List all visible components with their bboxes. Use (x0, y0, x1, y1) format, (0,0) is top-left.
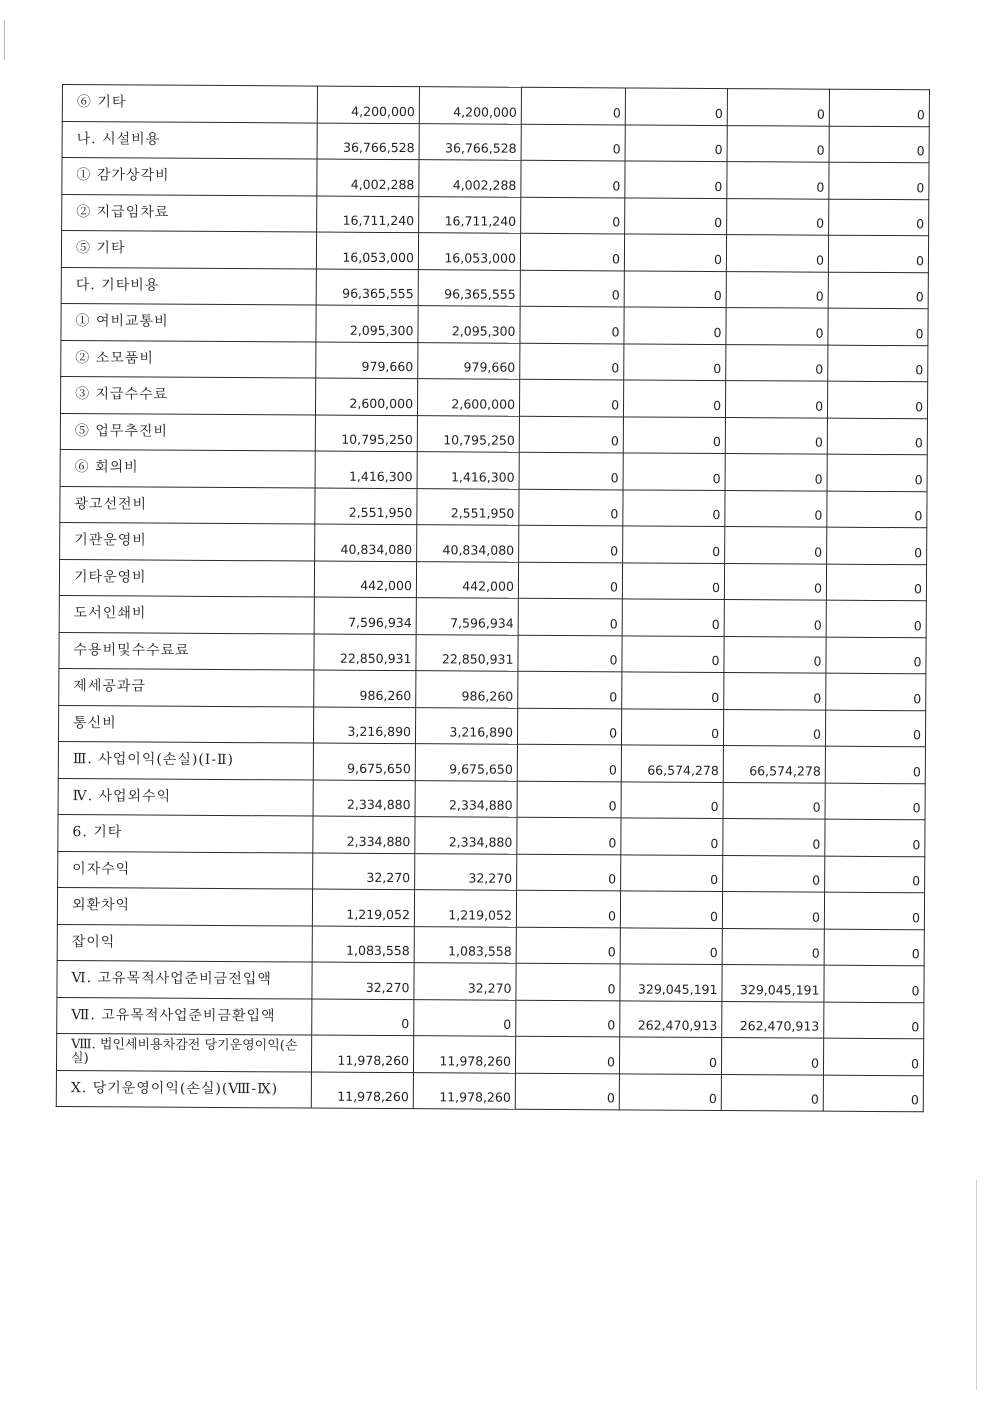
amount-cell-col5: 0 (721, 1038, 823, 1075)
amount-cell-col5: 0 (726, 235, 828, 272)
row-label: 기관운영비 (60, 522, 315, 560)
amount-cell-col6: 0 (825, 746, 925, 783)
amount-cell-col2: 986,260 (416, 671, 518, 708)
amount-cell-col4: 329,045,191 (620, 964, 722, 1001)
amount-cell-col5: 0 (725, 527, 827, 564)
amount-cell-col6: 0 (826, 637, 926, 674)
amount-cell-col3: 0 (518, 671, 622, 708)
amount-cell-col6: 0 (825, 856, 925, 893)
table-row (59, 632, 926, 674)
amount-cell-col6: 0 (828, 272, 928, 309)
amount-cell-col1: 2,334,880 (313, 780, 415, 817)
amount-cell-col6: 0 (829, 162, 929, 199)
amount-cell-col3: 0 (519, 452, 623, 489)
table-row (57, 887, 924, 929)
amount-cell-col3: 0 (516, 963, 620, 1000)
amount-cell-col1: 3,216,890 (313, 707, 415, 744)
table-row (61, 303, 928, 345)
amount-cell-col1: 442,000 (314, 561, 416, 598)
table-row (58, 851, 925, 893)
amount-cell-col6: 0 (827, 491, 927, 528)
table-row (59, 595, 926, 637)
amount-cell-col4: 0 (619, 1073, 721, 1110)
amount-cell-col5: 0 (724, 563, 826, 600)
table-row (61, 340, 928, 382)
amount-cell-col3: 0 (521, 87, 625, 124)
amount-cell-col6: 0 (826, 564, 926, 601)
amount-cell-col4: 0 (622, 672, 724, 709)
amount-cell-col1: 986,260 (314, 670, 416, 707)
row-label: Ⅷ. 법인세비용차감전 당기운영이익(손실) (56, 1033, 311, 1071)
amount-cell-col6: 0 (827, 527, 927, 564)
row-label: ① 여비교통비 (61, 303, 316, 341)
amount-cell-col4: 0 (623, 380, 725, 417)
amount-cell-col1: 2,334,880 (313, 816, 415, 853)
row-label: 수용비및수수료료 (59, 632, 314, 670)
income-statement-table (56, 84, 930, 1112)
amount-cell-col4: 262,470,913 (620, 1000, 722, 1037)
amount-cell-col1: 11,978,260 (311, 1072, 413, 1109)
amount-cell-col6: 0 (825, 710, 925, 747)
row-label: Ⅲ. 사업이익(손실)(Ⅰ-Ⅱ) (58, 741, 313, 779)
table-row (60, 449, 927, 491)
amount-cell-col6: 0 (829, 199, 929, 236)
amount-cell-col6: 0 (829, 126, 929, 163)
amount-cell-col3: 0 (516, 927, 620, 964)
amount-cell-col5: 0 (725, 381, 827, 418)
amount-cell-col5: 0 (725, 490, 827, 527)
amount-cell-col1: 1,219,052 (312, 889, 414, 926)
row-label: Ⅹ. 당기운영이익(손실)(Ⅷ-Ⅸ) (56, 1070, 311, 1108)
amount-cell-col3: 0 (518, 598, 622, 635)
amount-cell-col6: 0 (829, 89, 929, 126)
amount-cell-col3: 0 (517, 708, 621, 745)
amount-cell-col4: 66,574,278 (621, 745, 723, 782)
amount-cell-col5: 0 (727, 125, 829, 162)
amount-cell-col3: 0 (516, 890, 620, 927)
amount-cell-col4: 0 (622, 562, 724, 599)
amount-cell-col5: 0 (722, 892, 824, 929)
amount-cell-col4: 0 (623, 526, 725, 563)
row-label: 광고선전비 (60, 486, 315, 524)
amount-cell-col2: 442,000 (416, 561, 518, 598)
amount-cell-col5: 66,574,278 (723, 746, 825, 783)
table-row (58, 778, 925, 820)
amount-cell-col4: 0 (624, 343, 726, 380)
amount-cell-col3: 0 (519, 489, 623, 526)
amount-cell-col2: 2,551,950 (417, 488, 519, 525)
amount-cell-col2: 16,711,240 (419, 196, 521, 233)
row-label: Ⅶ. 고유목적사업준비금환입액 (57, 997, 312, 1035)
table-row (62, 121, 929, 163)
row-label: 제세공과금 (59, 668, 314, 706)
table-row (60, 376, 927, 418)
row-label: ⑤ 기타 (61, 231, 316, 269)
amount-cell-col6: 0 (823, 1038, 923, 1075)
table-row (62, 158, 929, 200)
statement-body (56, 85, 929, 1112)
amount-cell-col3: 0 (517, 854, 621, 891)
amount-cell-col1: 2,095,300 (316, 305, 418, 342)
table-row (58, 814, 925, 856)
amount-cell-col2: 10,795,250 (417, 415, 519, 452)
amount-cell-col4: 0 (624, 270, 726, 307)
scan-edge-line (976, 1180, 978, 1390)
amount-cell-col4: 0 (622, 635, 724, 672)
amount-cell-col4: 0 (625, 88, 727, 125)
amount-cell-col6: 0 (827, 381, 927, 418)
table-row (56, 1033, 923, 1075)
amount-cell-col4: 0 (624, 234, 726, 271)
amount-cell-col4: 0 (623, 489, 725, 526)
amount-cell-col5: 262,470,913 (722, 1001, 824, 1038)
row-label: ⑥ 회의비 (60, 449, 315, 487)
amount-cell-col3: 0 (519, 379, 623, 416)
amount-cell-col2: 32,270 (415, 853, 517, 890)
row-label: ② 소모품비 (61, 340, 316, 378)
amount-cell-col4: 0 (621, 818, 723, 855)
amount-cell-col5: 0 (723, 819, 825, 856)
amount-cell-col4: 0 (625, 161, 727, 198)
amount-cell-col3: 0 (515, 1073, 619, 1110)
amount-cell-col3: 0 (521, 160, 625, 197)
table-row (59, 559, 926, 601)
amount-cell-col6: 0 (824, 892, 924, 929)
amount-cell-col6: 0 (824, 929, 924, 966)
amount-cell-col4: 0 (624, 307, 726, 344)
amount-cell-col2: 1,083,558 (414, 926, 516, 963)
amount-cell-col5: 0 (723, 782, 825, 819)
amount-cell-col5: 0 (723, 855, 825, 892)
row-label: 도서인쇄비 (59, 595, 314, 633)
amount-cell-col6: 0 (826, 600, 926, 637)
amount-cell-col2: 40,834,080 (417, 525, 519, 562)
amount-cell-col2: 2,095,300 (418, 306, 520, 343)
amount-cell-col3: 0 (515, 1036, 619, 1073)
amount-cell-col4: 0 (625, 197, 727, 234)
amount-cell-col4: 0 (625, 124, 727, 161)
amount-cell-col5: 0 (721, 1074, 823, 1111)
amount-cell-col2: 979,660 (418, 342, 520, 379)
amount-cell-col1: 9,675,650 (313, 743, 415, 780)
amount-cell-col5: 0 (725, 454, 827, 491)
table-row (57, 924, 924, 966)
amount-cell-col6: 0 (828, 345, 928, 382)
row-label: ③ 지급수수료 (60, 376, 315, 414)
amount-cell-col3: 0 (521, 197, 625, 234)
amount-cell-col3: 0 (521, 124, 625, 161)
amount-cell-col3: 0 (517, 744, 621, 781)
amount-cell-col6: 0 (826, 673, 926, 710)
table-row (57, 960, 924, 1002)
amount-cell-col2: 4,200,000 (419, 87, 521, 124)
amount-cell-col1: 40,834,080 (315, 524, 417, 561)
amount-cell-col6: 0 (824, 1002, 924, 1039)
amount-cell-col6: 0 (824, 965, 924, 1002)
table-row (59, 668, 926, 710)
amount-cell-col5: 0 (727, 162, 829, 199)
amount-cell-col4: 0 (620, 891, 722, 928)
amount-cell-col3: 0 (520, 233, 624, 270)
scan-edge-mark (4, 20, 9, 60)
row-label: ② 지급임차료 (62, 194, 317, 232)
amount-cell-col2: 32,270 (414, 963, 516, 1000)
amount-cell-col4: 0 (621, 781, 723, 818)
amount-cell-col2: 9,675,650 (415, 744, 517, 781)
amount-cell-col1: 2,551,950 (315, 488, 417, 525)
amount-cell-col4: 0 (623, 416, 725, 453)
amount-cell-col1: 36,766,528 (317, 123, 419, 160)
table-row (61, 231, 928, 273)
amount-cell-col1: 11,978,260 (311, 1035, 413, 1072)
amount-cell-col3: 0 (520, 306, 624, 343)
amount-cell-col5: 0 (724, 600, 826, 637)
amount-cell-col1: 10,795,250 (315, 415, 417, 452)
amount-cell-col3: 0 (517, 817, 621, 854)
amount-cell-col2: 4,002,288 (419, 160, 521, 197)
amount-cell-col2: 2,600,000 (417, 379, 519, 416)
amount-cell-col3: 0 (518, 562, 622, 599)
amount-cell-col1: 7,596,934 (314, 597, 416, 634)
amount-cell-col2: 7,596,934 (416, 598, 518, 635)
table-row (60, 522, 927, 564)
row-label: 6. 기타 (58, 814, 313, 852)
row-label: ⑤ 업무추진비 (60, 413, 315, 451)
amount-cell-col3: 0 (519, 525, 623, 562)
table-row (56, 1070, 923, 1112)
row-label: 기타운영비 (59, 559, 314, 597)
amount-cell-col1: 1,083,558 (312, 926, 414, 963)
amount-cell-col5: 0 (722, 928, 824, 965)
row-label: 잡이익 (57, 924, 312, 962)
amount-cell-col4: 0 (623, 453, 725, 490)
amount-cell-col1: 22,850,931 (314, 634, 416, 671)
amount-cell-col1: 979,660 (316, 342, 418, 379)
amount-cell-col5: 0 (726, 344, 828, 381)
amount-cell-col1: 32,270 (313, 853, 415, 890)
amount-cell-col2: 11,978,260 (413, 1036, 515, 1073)
amount-cell-col3: 0 (520, 343, 624, 380)
amount-cell-col5: 329,045,191 (722, 965, 824, 1002)
amount-cell-col1: 4,002,288 (317, 159, 419, 196)
amount-cell-col5: 0 (724, 636, 826, 673)
amount-cell-col2: 1,219,052 (414, 890, 516, 927)
amount-cell-col1: 32,270 (312, 962, 414, 999)
table-row (60, 486, 927, 528)
row-label: 나. 시설비용 (62, 121, 317, 159)
amount-cell-col1: 16,711,240 (317, 196, 419, 233)
amount-cell-col2: 36,766,528 (419, 123, 521, 160)
row-label: 외환차익 (57, 887, 312, 925)
amount-cell-col5: 0 (723, 709, 825, 746)
amount-cell-col4: 0 (621, 708, 723, 745)
amount-cell-col1: 2,600,000 (315, 378, 417, 415)
amount-cell-col6: 0 (827, 454, 927, 491)
amount-cell-col2: 96,365,555 (418, 269, 520, 306)
row-label: Ⅵ. 고유목적사업준비금전입액 (57, 960, 312, 998)
amount-cell-col2: 22,850,931 (416, 634, 518, 671)
amount-cell-col2: 0 (414, 999, 516, 1036)
amount-cell-col6: 0 (828, 308, 928, 345)
amount-cell-col6: 0 (825, 819, 925, 856)
row-label: Ⅳ. 사업외수익 (58, 778, 313, 816)
amount-cell-col6: 0 (827, 418, 927, 455)
amount-cell-col2: 2,334,880 (415, 817, 517, 854)
amount-cell-col1: 16,053,000 (316, 232, 418, 269)
amount-cell-col4: 0 (619, 1037, 721, 1074)
row-label: ⑥ 기타 (62, 85, 317, 123)
amount-cell-col3: 0 (519, 416, 623, 453)
amount-cell-col6: 0 (823, 1075, 923, 1112)
amount-cell-col5: 0 (724, 673, 826, 710)
amount-cell-col5: 0 (727, 89, 829, 126)
amount-cell-col6: 0 (825, 783, 925, 820)
amount-cell-col4: 0 (621, 854, 723, 891)
amount-cell-col5: 0 (726, 308, 828, 345)
amount-cell-col1: 96,365,555 (316, 269, 418, 306)
amount-cell-col2: 11,978,260 (413, 1072, 515, 1109)
amount-cell-col3: 0 (516, 1000, 620, 1037)
table-row (60, 413, 927, 455)
amount-cell-col1: 4,200,000 (317, 86, 419, 123)
amount-cell-col2: 1,416,300 (417, 452, 519, 489)
amount-cell-col3: 0 (517, 781, 621, 818)
table-row (62, 85, 929, 127)
amount-cell-col3: 0 (520, 270, 624, 307)
table-row (57, 997, 924, 1039)
amount-cell-col4: 0 (622, 599, 724, 636)
amount-cell-col1: 1,416,300 (315, 451, 417, 488)
amount-cell-col3: 0 (518, 635, 622, 672)
amount-cell-col5: 0 (725, 417, 827, 454)
amount-cell-col1: 0 (312, 999, 414, 1036)
row-label: 다. 기타비용 (61, 267, 316, 305)
table-row (62, 194, 929, 236)
row-label: 통신비 (58, 705, 313, 743)
amount-cell-col2: 16,053,000 (418, 233, 520, 270)
row-label: ① 감가상각비 (62, 158, 317, 196)
table-row (61, 267, 928, 309)
table-row (58, 741, 925, 783)
amount-cell-col5: 0 (726, 271, 828, 308)
amount-cell-col2: 3,216,890 (415, 707, 517, 744)
amount-cell-col2: 2,334,880 (415, 780, 517, 817)
row-label: 이자수익 (58, 851, 313, 889)
amount-cell-col4: 0 (620, 927, 722, 964)
amount-cell-col5: 0 (727, 198, 829, 235)
amount-cell-col6: 0 (828, 235, 928, 272)
table-row (58, 705, 925, 747)
